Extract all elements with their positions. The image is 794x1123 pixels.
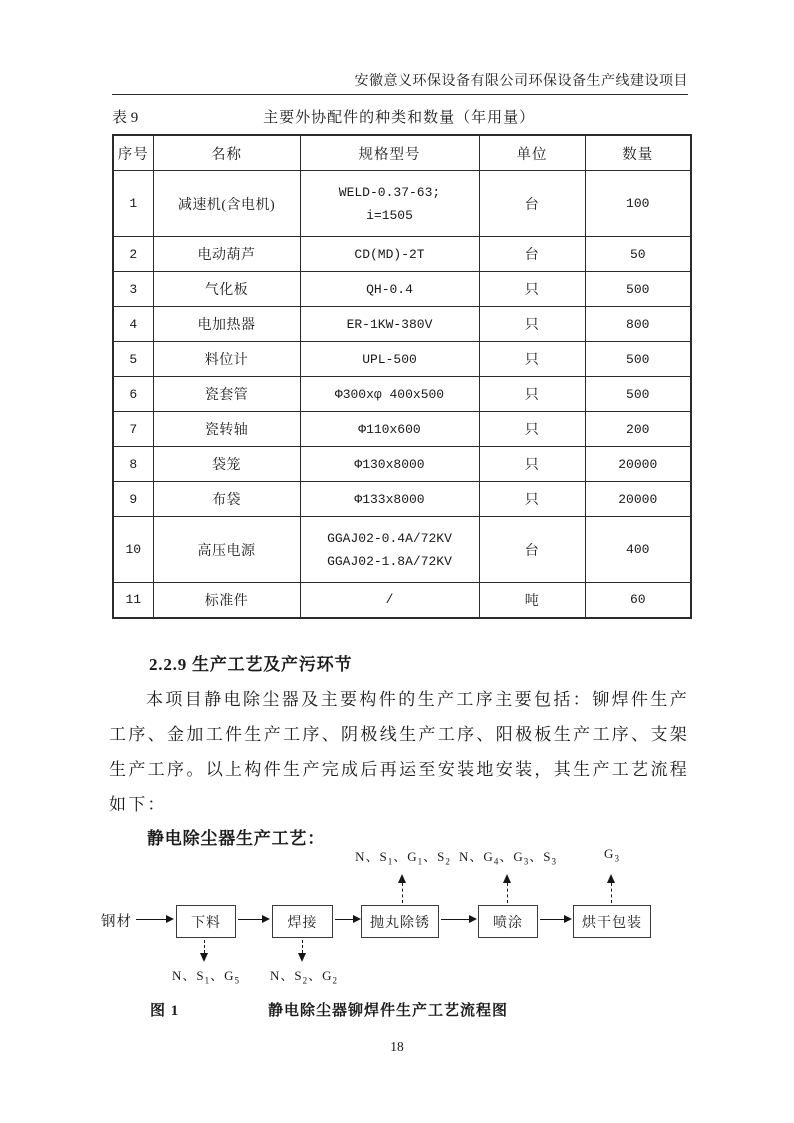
cell-qty: 500 xyxy=(585,342,691,377)
figure-number-label: 图 1 xyxy=(150,1003,180,1019)
cell-qty: 50 xyxy=(585,237,691,272)
spec-line: i=1505 xyxy=(366,207,413,223)
cell-spec xyxy=(300,517,479,583)
column-header-spec: 规格型号 xyxy=(300,135,479,171)
spec-line: GGAJ02-1.8A/72KV xyxy=(327,553,452,569)
flow-input-material: 钢材 xyxy=(101,914,132,930)
dashed-down-arrow xyxy=(302,940,303,953)
section-subheading: 静电除尘器生产工艺： xyxy=(147,829,325,848)
cell-qty: 400 xyxy=(585,517,691,583)
cell-index: 9 xyxy=(113,482,153,517)
cell-spec xyxy=(300,171,479,237)
cell-name: 电加热器 xyxy=(153,307,300,342)
parts-table xyxy=(112,134,692,619)
cell-name: 减速机(含电机) xyxy=(153,171,300,237)
table-row xyxy=(113,482,691,517)
cell-name: 瓷转轴 xyxy=(153,412,300,447)
cell-qty: 20000 xyxy=(585,447,691,482)
cell-name: 布袋 xyxy=(153,482,300,517)
cell-index: 4 xyxy=(113,307,153,342)
spec-line: ER-1KW-380V xyxy=(346,316,433,332)
cell-spec xyxy=(300,342,479,377)
table-row xyxy=(113,342,691,377)
cell-unit: 吨 xyxy=(479,583,585,618)
cell-spec xyxy=(300,237,479,272)
table-row xyxy=(113,307,691,342)
cell-index: 2 xyxy=(113,237,153,272)
table-row xyxy=(113,272,691,307)
figure-title: 静电除尘器铆焊件生产工艺流程图 xyxy=(267,1003,509,1019)
cell-qty: 200 xyxy=(585,412,691,447)
cell-index: 11 xyxy=(113,583,153,618)
cell-unit: 只 xyxy=(479,307,585,342)
cell-name: 袋笼 xyxy=(153,447,300,482)
section-heading: 2.2.9 生产工艺及产污环节 xyxy=(149,655,353,674)
table-row xyxy=(113,412,691,447)
flow-step-drying-packing: 烘干包装 xyxy=(573,905,651,938)
figure-caption xyxy=(0,999,794,1021)
cell-index: 6 xyxy=(113,377,153,412)
cell-spec xyxy=(300,307,479,342)
column-header-unit: 单位 xyxy=(479,135,585,171)
section-229 xyxy=(109,650,689,849)
cell-spec xyxy=(300,447,479,482)
cell-qty: 60 xyxy=(585,583,691,618)
page-number: 18 xyxy=(390,1039,404,1054)
cell-unit: 台 xyxy=(479,517,585,583)
cell-unit: 台 xyxy=(479,171,585,237)
document-header xyxy=(112,70,688,95)
table-row xyxy=(113,237,691,272)
cell-unit: 只 xyxy=(479,482,585,517)
spec-line: Φ130x8000 xyxy=(354,456,425,472)
cell-qty: 100 xyxy=(585,171,691,237)
spec-line: QH-0.4 xyxy=(366,281,413,297)
spec-line: CD(MD)-2T xyxy=(354,246,425,262)
dashed-up-arrow xyxy=(507,883,508,903)
flow-arrow xyxy=(335,919,353,920)
cell-qty: 20000 xyxy=(585,482,691,517)
flow-arrow xyxy=(441,919,469,920)
table-row xyxy=(113,447,691,482)
flow-arrow xyxy=(238,919,262,920)
cell-spec xyxy=(300,377,479,412)
spec-line: Φ133x8000 xyxy=(354,491,425,507)
flow-step-cutting: 下料 xyxy=(176,905,236,938)
parts-table-block xyxy=(112,106,690,619)
cell-unit: 只 xyxy=(479,447,585,482)
cell-unit: 台 xyxy=(479,237,585,272)
emission-label-shot-blasting: N、$S_1$、$G_1$、$S_2$ xyxy=(355,849,451,867)
spec-line: / xyxy=(385,592,394,608)
flow-arrow xyxy=(540,919,564,920)
cell-unit: 只 xyxy=(479,377,585,412)
emission-label-spraying: N、$G_4$、$G_3$、$S_3$ xyxy=(459,849,557,867)
table-row xyxy=(113,583,691,618)
emission-label-drying: $G_3$ xyxy=(604,846,620,864)
cell-qty: 800 xyxy=(585,307,691,342)
column-header-qty: 数量 xyxy=(585,135,691,171)
cell-name: 料位计 xyxy=(153,342,300,377)
table-caption xyxy=(112,106,690,127)
cell-index: 10 xyxy=(113,517,153,583)
emission-label-cutting: N、$S_1$、$G_5$ xyxy=(171,968,241,986)
cell-unit: 只 xyxy=(479,342,585,377)
table-number-label: 表 9 xyxy=(112,110,139,126)
cell-name: 瓷套管 xyxy=(153,377,300,412)
spec-line: Φ110x600 xyxy=(358,421,421,437)
spec-line: UPL-500 xyxy=(362,351,417,367)
cell-unit: 只 xyxy=(479,272,585,307)
cell-index: 5 xyxy=(113,342,153,377)
column-header-name: 名称 xyxy=(153,135,300,171)
document-header-text: 安徽意义环保设备有限公司环保设备生产线建设项目 xyxy=(354,74,688,89)
dashed-up-arrow xyxy=(402,883,403,903)
cell-spec xyxy=(300,412,479,447)
table-header-row xyxy=(113,135,691,171)
cell-name: 标准件 xyxy=(153,583,300,618)
cell-name: 高压电源 xyxy=(153,517,300,583)
flow-arrow xyxy=(136,919,166,920)
emission-label-welding: N、$S_2$、$G_2$ xyxy=(269,968,339,986)
flow-step-spraying: 喷涂 xyxy=(478,905,538,938)
flow-step-shot-blasting: 抛丸除锈 xyxy=(361,905,439,938)
table-row xyxy=(113,377,691,412)
spec-line: Φ300xφ 400x500 xyxy=(334,386,445,402)
table-row xyxy=(113,171,691,237)
cell-index: 8 xyxy=(113,447,153,482)
column-header-index: 序号 xyxy=(113,135,153,171)
dashed-up-arrow xyxy=(611,883,612,903)
cell-qty: 500 xyxy=(585,272,691,307)
cell-index: 3 xyxy=(113,272,153,307)
cell-spec xyxy=(300,583,479,618)
table-row xyxy=(113,517,691,583)
dashed-down-arrow xyxy=(204,940,205,953)
section-paragraph: 本项目静电除尘器及主要构件的生产工序主要包括：铆焊件生产工序、金加工件生产工序、阴极线生产工序、阳极板生产工序、支架生产工序。以上构件生产完成后再运至安装地安装，其生产工艺流程如下： xyxy=(109,690,689,814)
cell-name: 气化板 xyxy=(153,272,300,307)
spec-line: WELD-0.37-63; xyxy=(338,184,441,200)
flow-step-welding: 焊接 xyxy=(272,905,333,938)
cell-qty: 500 xyxy=(585,377,691,412)
cell-index: 7 xyxy=(113,412,153,447)
cell-spec xyxy=(300,272,479,307)
cell-spec xyxy=(300,482,479,517)
cell-unit: 只 xyxy=(479,412,585,447)
spec-line: GGAJ02-0.4A/72KV xyxy=(327,530,452,546)
cell-index: 1 xyxy=(113,171,153,237)
table-title: 主要外协配件的种类和数量（年用量） xyxy=(263,110,536,126)
cell-name: 电动葫芦 xyxy=(153,237,300,272)
process-flowchart xyxy=(0,845,794,995)
